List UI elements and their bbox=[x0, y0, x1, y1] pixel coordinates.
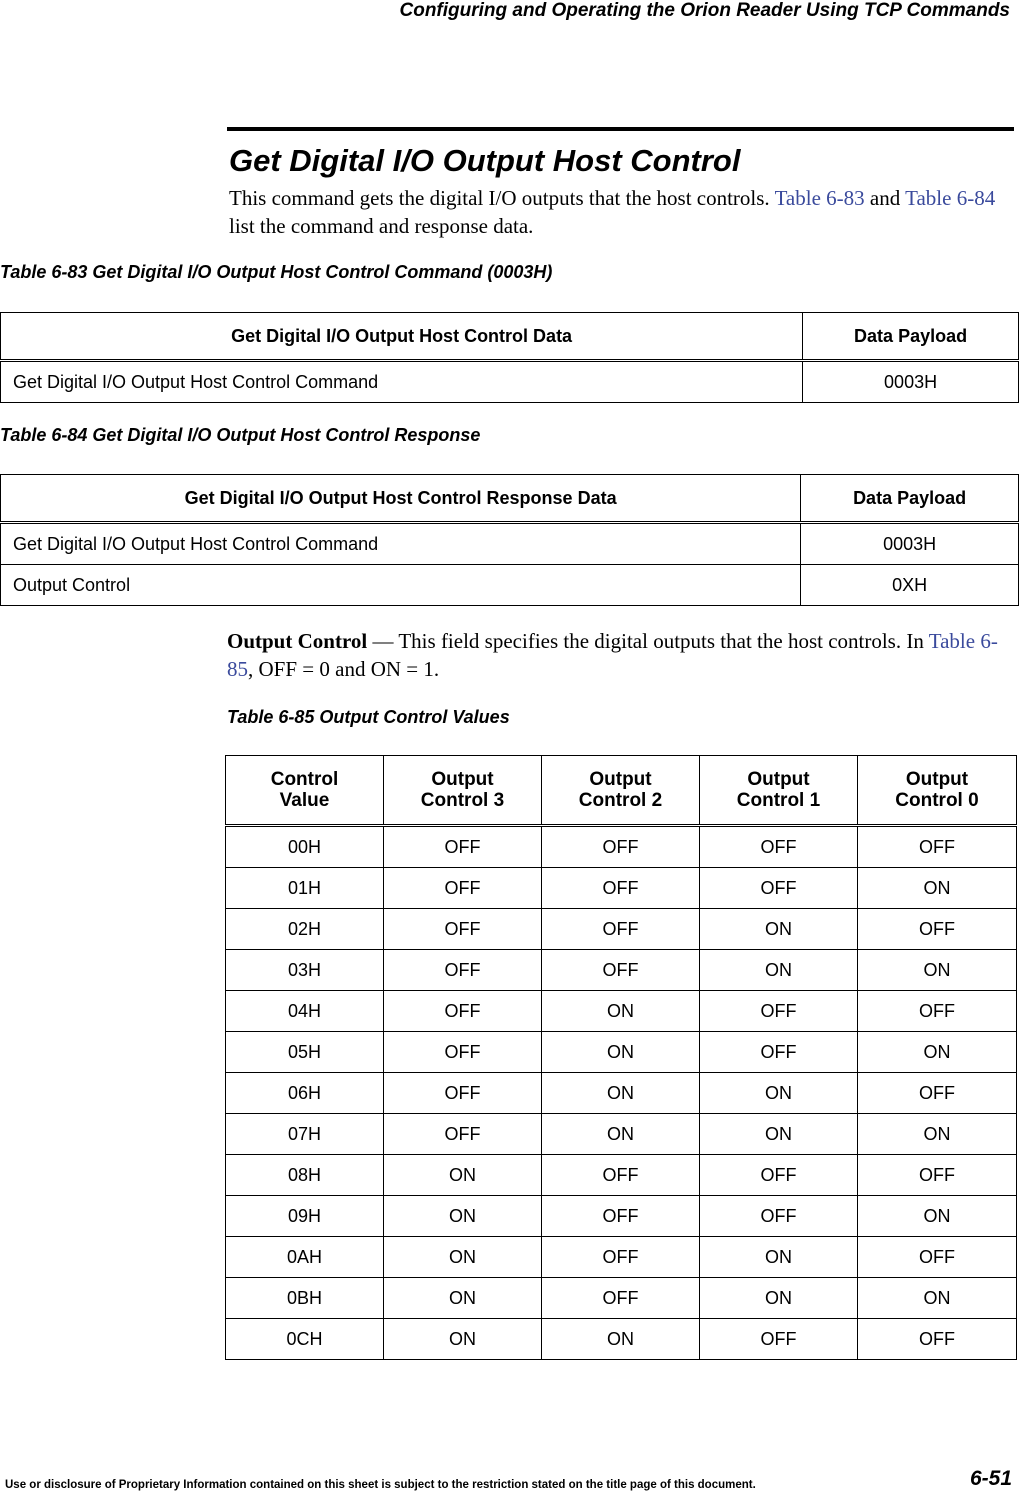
table-6-83-link[interactable]: Table 6-83 bbox=[774, 186, 865, 210]
table-row bbox=[226, 950, 1017, 991]
em-dash: — bbox=[367, 629, 399, 653]
column-header-output-control-2 bbox=[542, 756, 700, 826]
header-line: Control 2 bbox=[578, 790, 663, 811]
column-header: Data Payload bbox=[803, 313, 1019, 361]
table-cell: OFF bbox=[700, 991, 858, 1032]
table-row bbox=[226, 868, 1017, 909]
table-cell: ON bbox=[700, 1114, 858, 1155]
table-cell: ON bbox=[542, 1114, 700, 1155]
table-cell: OFF bbox=[542, 909, 700, 950]
table-cell: OFF bbox=[858, 991, 1017, 1032]
table-cell: 08H bbox=[226, 1155, 384, 1196]
table-row bbox=[1, 523, 1019, 565]
header-line: Control bbox=[270, 769, 339, 790]
header-line: Output bbox=[747, 769, 810, 790]
table-cell: OFF bbox=[700, 1155, 858, 1196]
table-cell: 07H bbox=[226, 1114, 384, 1155]
table-cell: ON bbox=[700, 1073, 858, 1114]
table-cell: OFF bbox=[384, 1032, 542, 1073]
table-cell: OFF bbox=[384, 991, 542, 1032]
column-header: Get Digital I/O Output Host Control Data bbox=[1, 313, 803, 361]
table-6-85-link[interactable]: Table 6-85 bbox=[227, 629, 998, 681]
column-header: Data Payload bbox=[801, 475, 1019, 523]
table-cell: ON bbox=[700, 950, 858, 991]
table-cell: 05H bbox=[226, 1032, 384, 1073]
table-cell: 03H bbox=[226, 950, 384, 991]
intro-text-mid: and bbox=[864, 186, 906, 210]
table-cell: ON bbox=[700, 909, 858, 950]
table-row bbox=[226, 1278, 1017, 1319]
table-cell: OFF bbox=[542, 868, 700, 909]
header-line: Control 3 bbox=[420, 790, 505, 811]
table-6-85-caption: Table 6-85 Output Control Values bbox=[227, 707, 510, 727]
table-cell: OFF bbox=[700, 868, 858, 909]
table-row bbox=[226, 1032, 1017, 1073]
table-cell: 0003H bbox=[803, 361, 1019, 403]
output-control-term: Output Control bbox=[227, 629, 368, 653]
table-row bbox=[226, 1237, 1017, 1278]
output-control-text: This field specifies the digital outputs that the host controls. In bbox=[398, 629, 929, 653]
table-cell: OFF bbox=[384, 909, 542, 950]
table-cell: OFF bbox=[542, 950, 700, 991]
table-cell: OFF bbox=[858, 1155, 1017, 1196]
table-cell: OFF bbox=[542, 826, 700, 868]
table-row bbox=[226, 1319, 1017, 1360]
table-cell: ON bbox=[384, 1155, 542, 1196]
table-6-85 bbox=[225, 755, 1017, 1360]
table-cell: ON bbox=[858, 868, 1017, 909]
table-cell: ON bbox=[542, 1073, 700, 1114]
output-control-text-end: , OFF = 0 and ON = 1. bbox=[248, 657, 440, 681]
intro-text-start: This command gets the digital I/O outputs that the host controls. bbox=[229, 186, 775, 210]
table-cell: 06H bbox=[226, 1073, 384, 1114]
table-cell: ON bbox=[858, 1114, 1017, 1155]
table-cell: OFF bbox=[858, 1237, 1017, 1278]
table-cell: OFF bbox=[542, 1196, 700, 1237]
table-6-83 bbox=[0, 312, 1019, 403]
table-cell: ON bbox=[858, 1196, 1017, 1237]
section-heading: Get Digital I/O Output Host Control bbox=[229, 143, 741, 178]
table-body bbox=[226, 826, 1017, 1360]
table-6-84-caption: Table 6-84 Get Digital I/O Output Host Control Response bbox=[0, 425, 481, 445]
table-cell: OFF bbox=[858, 1073, 1017, 1114]
table-cell: 02H bbox=[226, 909, 384, 950]
header-line: Output bbox=[589, 769, 652, 790]
running-header: Configuring and Operating the Orion Reader Using TCP Commands bbox=[399, 0, 1010, 21]
table-cell: 04H bbox=[226, 991, 384, 1032]
table-cell: OFF bbox=[542, 1155, 700, 1196]
table-cell: OFF bbox=[384, 950, 542, 991]
table-cell: ON bbox=[542, 1032, 700, 1073]
table-cell: 01H bbox=[226, 868, 384, 909]
table-cell: 0003H bbox=[801, 523, 1019, 565]
table-cell: OFF bbox=[384, 1114, 542, 1155]
table-row bbox=[226, 826, 1017, 868]
table-row bbox=[226, 1196, 1017, 1237]
table-cell: OFF bbox=[700, 1032, 858, 1073]
table-6-83-caption: Table 6-83 Get Digital I/O Output Host Control Command (0003H) bbox=[0, 262, 553, 282]
header-line: Control 1 bbox=[736, 790, 821, 811]
column-header-control-value bbox=[226, 756, 384, 826]
table-cell: Get Digital I/O Output Host Control Command bbox=[1, 361, 803, 403]
table-cell: 09H bbox=[226, 1196, 384, 1237]
table-cell: OFF bbox=[858, 909, 1017, 950]
table-cell: 0CH bbox=[226, 1319, 384, 1360]
table-cell: ON bbox=[542, 991, 700, 1032]
table-cell: ON bbox=[384, 1237, 542, 1278]
table-cell: OFF bbox=[384, 826, 542, 868]
intro-text-end: list the command and response data. bbox=[229, 214, 534, 238]
table-cell: 0XH bbox=[801, 565, 1019, 606]
table-cell: OFF bbox=[542, 1237, 700, 1278]
table-cell: ON bbox=[700, 1278, 858, 1319]
table-cell: OFF bbox=[700, 1319, 858, 1360]
table-header-row bbox=[1, 475, 1019, 523]
table-cell: Output Control bbox=[1, 565, 801, 606]
table-cell: 0BH bbox=[226, 1278, 384, 1319]
table-cell: ON bbox=[384, 1319, 542, 1360]
table-cell: ON bbox=[858, 1278, 1017, 1319]
table-6-84 bbox=[0, 474, 1019, 606]
table-cell: OFF bbox=[700, 826, 858, 868]
proprietary-notice: Use or disclosure of Proprietary Information contained on this sheet is subject to the restriction stated on the title page of this document. bbox=[5, 1479, 756, 1491]
column-header-output-control-0 bbox=[858, 756, 1017, 826]
header-line: Output bbox=[905, 769, 969, 790]
table-cell: Get Digital I/O Output Host Control Command bbox=[1, 523, 801, 565]
table-cell: ON bbox=[858, 1032, 1017, 1073]
page-number: 6-51 bbox=[969, 1467, 1012, 1490]
table-cell: OFF bbox=[858, 1319, 1017, 1360]
table-row bbox=[226, 1114, 1017, 1155]
header-line: Control 0 bbox=[895, 790, 979, 811]
intro-paragraph bbox=[229, 184, 1014, 240]
section-rule bbox=[227, 127, 1014, 131]
table-row bbox=[226, 991, 1017, 1032]
header-line: Output bbox=[431, 769, 494, 790]
table-header-row bbox=[226, 756, 1017, 826]
table-cell: ON bbox=[858, 950, 1017, 991]
header-line: Value bbox=[279, 790, 330, 811]
table-6-84-link[interactable]: Table 6-84 bbox=[905, 186, 996, 210]
table-cell: OFF bbox=[858, 826, 1017, 868]
output-control-paragraph bbox=[227, 627, 1014, 683]
table-cell: 0AH bbox=[226, 1237, 384, 1278]
table-cell: ON bbox=[384, 1196, 542, 1237]
table-row bbox=[226, 1155, 1017, 1196]
column-header-output-control-3 bbox=[384, 756, 542, 826]
table-row bbox=[1, 565, 1019, 606]
table-cell: OFF bbox=[542, 1278, 700, 1319]
table-header-row bbox=[1, 313, 1019, 361]
table-row bbox=[1, 361, 1019, 403]
table-cell: ON bbox=[384, 1278, 542, 1319]
table-cell: OFF bbox=[384, 868, 542, 909]
table-row bbox=[226, 1073, 1017, 1114]
table-cell: OFF bbox=[700, 1196, 858, 1237]
table-cell: ON bbox=[542, 1319, 700, 1360]
table-cell: 00H bbox=[226, 826, 384, 868]
table-cell: ON bbox=[700, 1237, 858, 1278]
column-header: Get Digital I/O Output Host Control Response Data bbox=[1, 475, 801, 523]
column-header-output-control-1 bbox=[700, 756, 858, 826]
table-row bbox=[226, 909, 1017, 950]
table-cell: OFF bbox=[384, 1073, 542, 1114]
